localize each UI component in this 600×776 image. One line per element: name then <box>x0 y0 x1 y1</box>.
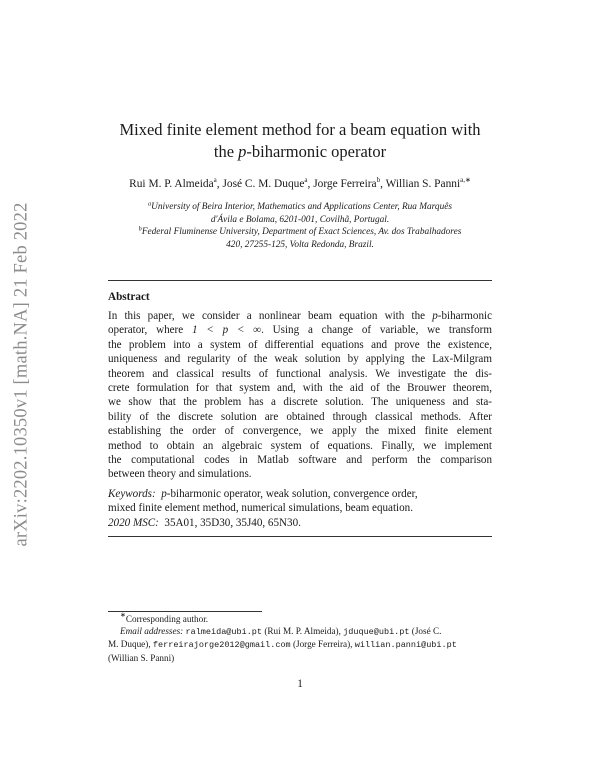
arxiv-identifier-stamp <box>2 189 42 559</box>
arxiv-identifier-text: arXiv:2202.10350v1 [math.NA] 21 Feb 2022 <box>11 201 32 547</box>
author-name: Rui M. P. Almeida <box>129 178 214 190</box>
email-link[interactable]: willian.panni@ubi.pt <box>354 640 457 651</box>
author-affiliation-mark: a <box>213 176 217 184</box>
author-affiliation-mark: b <box>376 176 381 184</box>
email-link[interactable]: jduque@ubi.pt <box>343 627 410 638</box>
abstract-line: method to obtain an algebraic system of equations. Finally, we implement <box>108 439 492 452</box>
email-link[interactable]: ferreirajorge2012@gmail.com <box>152 640 291 651</box>
abstract-line <box>108 323 492 337</box>
msc-line <box>108 516 492 530</box>
email-line-3: (Willian S. Panni) <box>108 652 175 663</box>
author-4 <box>386 178 471 190</box>
page-number: 1 <box>297 678 303 690</box>
email-owner: (Jorge Ferreira), <box>292 639 353 650</box>
abstract-line: the computational codes in Matlab software and perform the comparison <box>108 453 492 466</box>
email-line-2 <box>108 638 492 651</box>
abstract-top-rule <box>108 280 492 281</box>
abstract-math: p <box>432 310 438 322</box>
affiliation-a-line-2: d'Ávila e Bolama, 6201-001, Covilhã, Portugal. <box>210 214 390 225</box>
msc-label: 2020 MSC: <box>108 516 159 529</box>
abstract-text: -biharmonic <box>437 310 492 322</box>
author-affiliation-mark: a <box>304 176 308 184</box>
abstract-text: . Using a change of variable, we transform <box>261 324 492 337</box>
abstract-body <box>108 309 492 482</box>
author-affiliation-mark: a,∗ <box>460 176 471 184</box>
keywords-block <box>108 487 492 530</box>
footnote-text: Corresponding author. <box>125 614 209 624</box>
title-line-2 <box>100 141 500 163</box>
msc-codes: 35A01, 35D30, 35J40, 65N30. <box>164 516 301 529</box>
author-name: Willian S. Panni <box>385 178 461 190</box>
abstract-line <box>108 309 492 323</box>
author-separator: , <box>307 178 314 190</box>
affiliation-mark: b <box>138 225 142 233</box>
footnote-rule <box>108 611 262 612</box>
abstract-line: the problem into a system of differential equations and prove the existence, <box>108 338 492 351</box>
author-name: Jorge Ferreira <box>313 178 377 190</box>
keywords-label: Keywords: <box>108 488 156 500</box>
email-label: Email addresses: <box>120 626 184 637</box>
email-line-1 <box>108 625 492 638</box>
abstract-line: establishing the order of convergence, we apply the mixed finite element <box>108 425 492 438</box>
affiliation-b-line-1 <box>110 226 490 239</box>
email-owner: (José C. <box>411 626 442 637</box>
email-link[interactable]: ralmeida@ubi.pt <box>185 627 263 638</box>
affiliation-text: Federal Fluminense University, Department of Exact Sciences, Av. dos Trabalhadores <box>141 227 462 237</box>
title-line-1: Mixed finite element method for a beam equation with <box>119 120 481 139</box>
abstract-last-line: between theory and simulations. <box>108 468 252 481</box>
footnote-mark: ∗ <box>120 611 126 619</box>
affiliations <box>110 201 490 251</box>
keywords-line-1 <box>108 487 492 501</box>
abstract-text: operator, where <box>108 324 192 337</box>
footnotes <box>108 613 492 664</box>
abstract-heading: Abstract <box>108 291 150 303</box>
author-1 <box>129 178 222 190</box>
keywords-math: p <box>161 488 167 500</box>
title-line-2-prefix: the <box>213 142 239 161</box>
author-list <box>100 178 500 190</box>
author-separator: , <box>216 178 223 190</box>
abstract-text: In this paper, we consider a nonlinear beam equation with the <box>108 310 433 322</box>
abstract-line: uniqueness and regularity of the weak solution by applying the Lax-Milgram <box>108 353 492 366</box>
email-owner: M. Duque), <box>108 639 151 650</box>
keywords-text: -biharmonic operator, weak solution, convergence order, <box>166 488 418 500</box>
author-3 <box>313 178 385 190</box>
affiliation-text: University of Beira Interior, Mathematics and Applications Center, Rua Marquês <box>151 202 452 212</box>
paper-title <box>100 119 500 163</box>
keywords-line-2: mixed finite element method, numerical simulations, beam equation. <box>108 502 413 515</box>
title-math-p: p <box>238 142 247 161</box>
abstract-line: theorem and classical results of functional analysis. We investigate the dis- <box>108 367 492 380</box>
affiliation-a-line-1 <box>110 201 490 214</box>
title-line-2-suffix: -biharmonic operator <box>246 142 387 161</box>
email-owner: (Rui M. P. Almeida), <box>264 626 341 637</box>
abstract-line: we show that the problem has a discrete solution. The uniqueness and sta- <box>108 396 492 409</box>
author-name: José C. M. Duque <box>222 178 305 190</box>
affiliation-mark: a <box>148 200 152 208</box>
affiliation-b-line-2: 420, 27255-125, Volta Redonda, Brazil. <box>226 239 374 250</box>
abstract-math: 1 < p < ∞ <box>191 324 262 337</box>
abstract-line: bility of the discrete solution are obtained through classical methods. After <box>108 410 492 423</box>
abstract-line: crete formulation for that system and, with the aid of the Brouwer theorem, <box>108 381 492 394</box>
author-separator: , <box>380 178 386 190</box>
abstract-bottom-rule <box>108 536 492 537</box>
author-2 <box>222 178 313 190</box>
corresponding-author-note <box>108 613 492 625</box>
